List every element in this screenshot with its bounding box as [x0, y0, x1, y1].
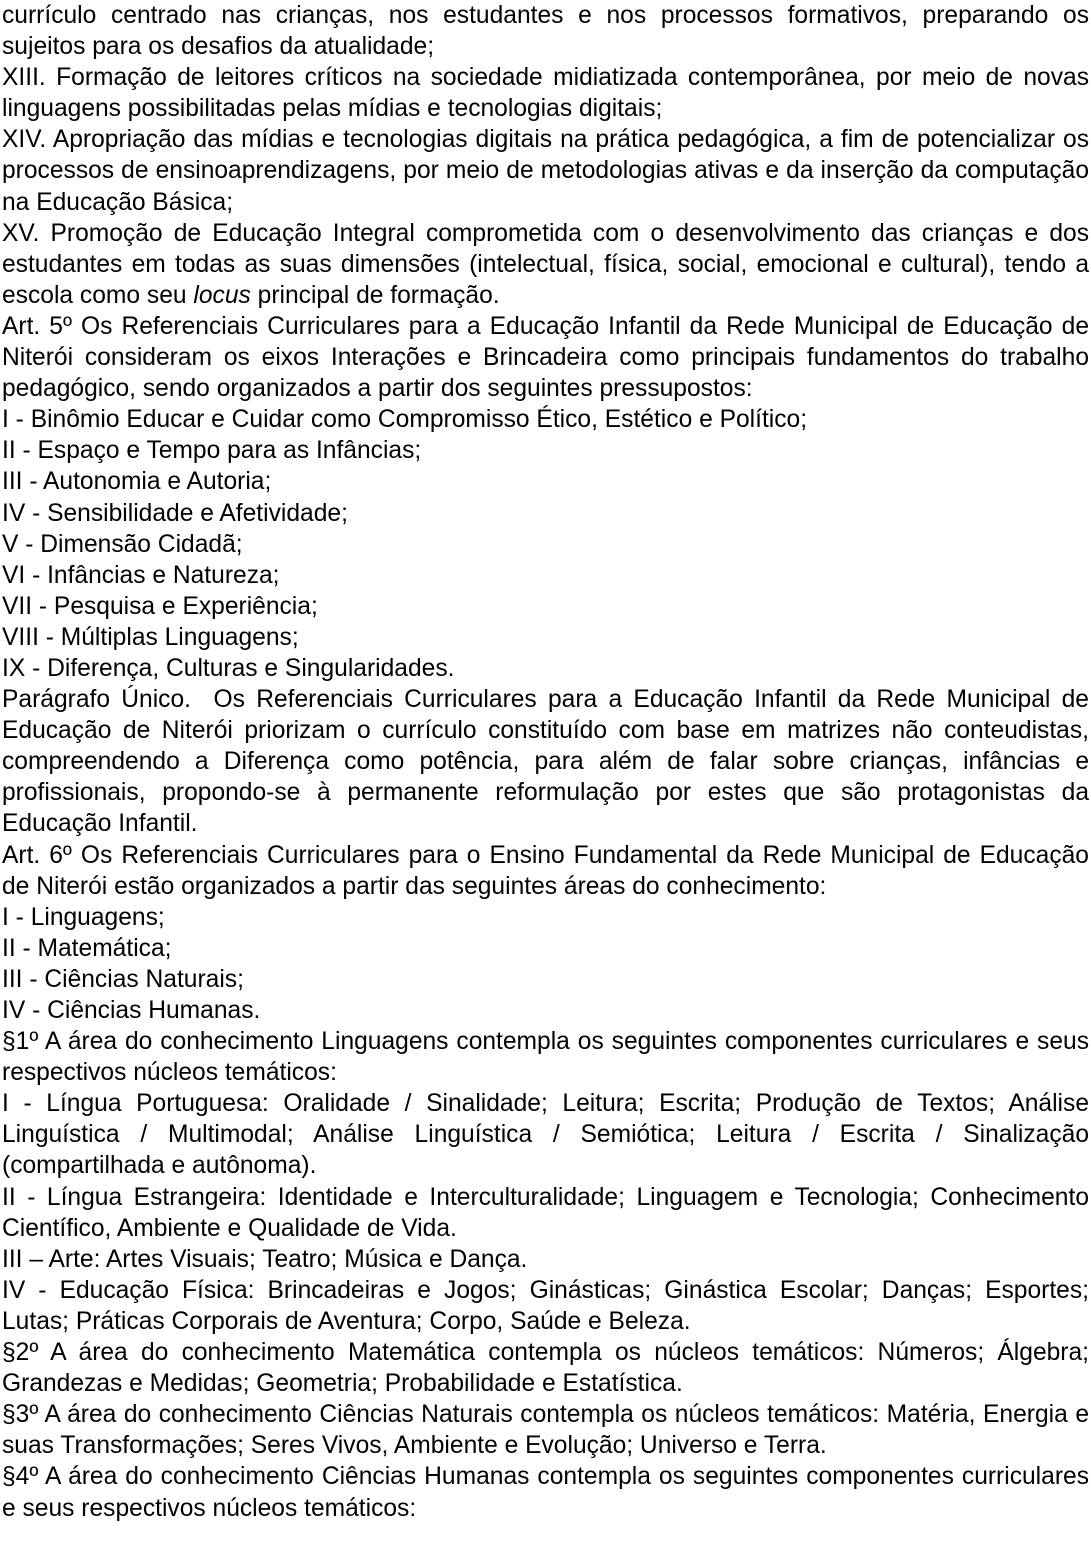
art6-intro: Art. 6º Os Referenciais Curriculares para o Ensino Fundamental da Rede Municipal de Educação de Niterói estão organizados a partir das seguintes áreas do conhecimento:	[2, 841, 1089, 900]
art6-paragraph-1: §1º A área do conhecimento Linguagens contempla os seguintes componentes curriculares e seus respectivos núcleos temáticos:	[2, 1028, 1089, 1087]
art5-intro: Art. 5º Os Referenciais Curriculares para a Educação Infantil da Rede Municipal de Educação de Niterói consideram os eixos Interações e Brincadeira como principais fundamentos do trabalho pedagógico, sendo organizados a partir dos seguintes pressupostos:	[2, 312, 1089, 403]
art6-item: III - Ciências Naturais;	[2, 965, 244, 993]
art5-item: V - Dimensão Cidadã;	[2, 530, 243, 558]
art6-item: II - Matemática;	[2, 934, 172, 962]
paragrafo-unico-text: Os Referenciais Curriculares para a Educação Infantil da Rede Municipal de Educação de Niterói priorizam o currículo constituído com base em matrizes não conteudistas, compreendendo a Diferença como potência, para além de falar sobre crianças, infâncias e profissionais, propondo-se à permanente reformulação por estes que são protagonistas da Educação Infantil.	[2, 686, 1089, 838]
item-xv-text: XV. Promoção de Educação Integral comprometida com o desenvolvimento das crianças e dos estudantes em todas as suas dimensões (intelectual, física, social, emocional e cultural), tendo a escola como seu	[2, 219, 1089, 309]
art5-item: VIII - Múltiplas Linguagens;	[2, 623, 299, 651]
art6-paragraph-3: §3º A área do conhecimento Ciências Naturais contempla os núcleos temáticos: Matéria, Energia e suas Transformações; Seres Vivos, Ambiente e Evolução; Universo e Terra.	[2, 1401, 1089, 1460]
item-xiv: XIV. Apropriação das mídias e tecnologias digitais na prática pedagógica, a fim de potencializar os processos de ensinoaprendizagens, por meio de metodologias ativas e da inserção da computação na Educação Básica;	[2, 126, 1089, 216]
item-xv-locus: locus	[193, 281, 251, 309]
item-xiii: XIII. Formação de leitores críticos na sociedade midiatizada contemporânea, por meio de novas linguagens possibilitadas pelas mídias e tecnologias digitais;	[2, 64, 1089, 123]
item-xv	[2, 218, 1089, 311]
art5-item: VII - Pesquisa e Experiência;	[2, 592, 318, 620]
art5-item: II - Espaço e Tempo para as Infâncias;	[2, 437, 422, 465]
item-xv-text-end: principal de formação.	[250, 281, 500, 309]
linguagens-component: II - Língua Estrangeira: Identidade e Interculturalidade; Linguagem e Tecnologia; Conhecimento Científico, Ambiente e Qualidade de Vida.	[2, 1183, 1089, 1242]
art5-item: IV - Sensibilidade e Afetividade;	[2, 499, 348, 527]
continuation-paragraph: currículo centrado nas crianças, nos estudantes e nos processos formativos, preparando os sujeitos para os desafios da atualidade;	[2, 2, 1089, 61]
art5-item: VI - Infâncias e Natureza;	[2, 561, 280, 589]
linguagens-component: I - Língua Portuguesa: Oralidade / Sinalidade; Leitura; Escrita; Produção de Textos; Análise Linguística / Multimodal; Análise Linguística / Semiótica; Leitura / Escrita / Sinalização (compartilhada e autônoma).	[2, 1090, 1089, 1180]
paragrafo-unico-label: Parágrafo Único.	[2, 686, 191, 714]
art5-item: I - Binômio Educar e Cuidar como Compromisso Ético, Estético e Político;	[2, 406, 808, 434]
art6-paragraph-4: §4º A área do conhecimento Ciências Humanas contempla os seguintes componentes curriculares e seus respectivos núcleos temáticos:	[2, 1463, 1089, 1522]
linguagens-component: III – Arte: Artes Visuais; Teatro; Música e Dança.	[2, 1245, 528, 1273]
linguagens-component: IV - Educação Física: Brincadeiras e Jogos; Ginásticas; Ginástica Escolar; Danças; Esportes; Lutas; Práticas Corporais de Aventura; Corpo, Saúde e Beleza.	[2, 1276, 1089, 1335]
art5-item: IX - Diferença, Culturas e Singularidades.	[2, 654, 455, 682]
art6-paragraph-2: §2º A área do conhecimento Matemática contempla os núcleos temáticos: Números; Álgebra; Grandezas e Medidas; Geometria; Probabilidade e Estatística.	[2, 1339, 1089, 1398]
art6-item: IV - Ciências Humanas.	[2, 997, 261, 1024]
art6-item: I - Linguagens;	[2, 903, 165, 931]
art5-paragrafo-unico	[2, 684, 1089, 839]
art5-item: III - Autonomia e Autoria;	[2, 468, 272, 496]
